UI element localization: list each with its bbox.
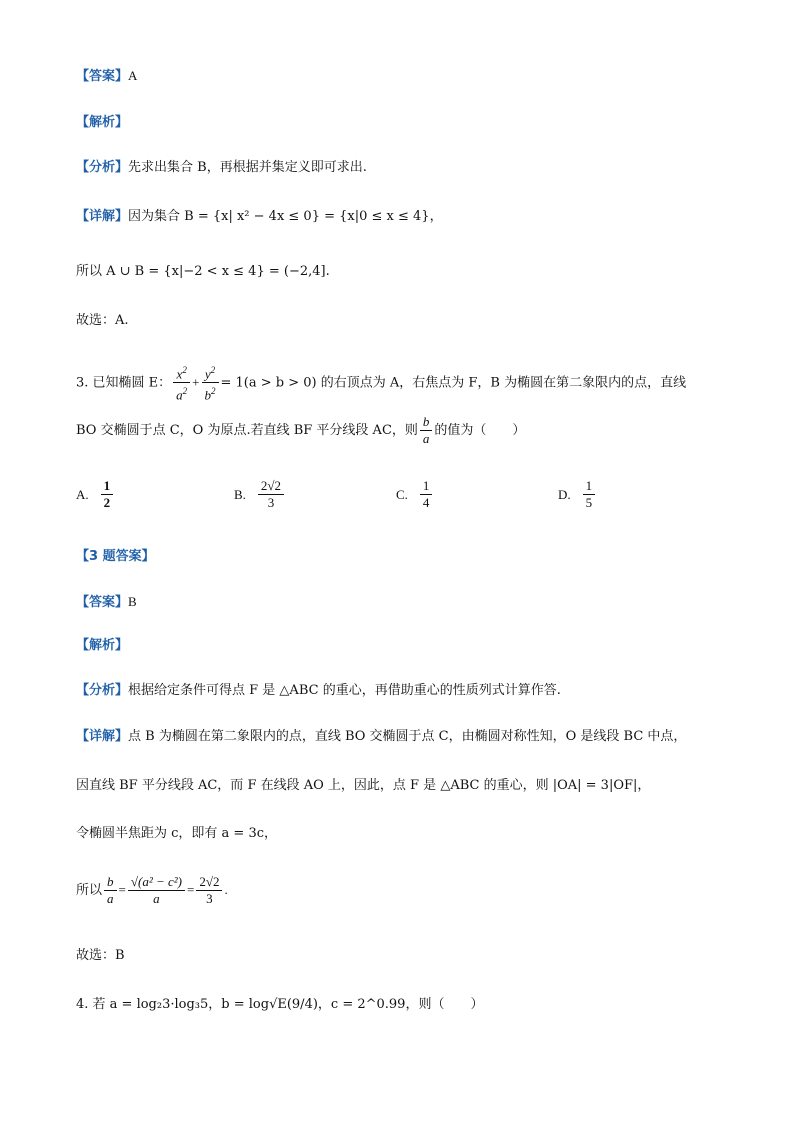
answer-tag: 【答案】 — [76, 69, 129, 84]
option-fraction — [258, 478, 284, 511]
q2-answer — [76, 66, 137, 87]
q3-answer-heading — [76, 547, 155, 567]
option-den: 4 — [422, 495, 430, 510]
q3-answer — [76, 592, 137, 613]
option-num: 1 — [101, 478, 114, 495]
q3-analysis-heading — [76, 636, 128, 656]
q3-stem-2b: 的值为（ ） — [434, 423, 526, 438]
answer-value: A — [128, 68, 138, 83]
option-label: A. — [76, 486, 89, 502]
q3-option-a[interactable] — [76, 478, 115, 511]
q2-choice — [76, 311, 129, 331]
option-den: 2 — [103, 495, 111, 510]
fenxi-tag: 【分析】 — [76, 683, 129, 698]
option-label: B. — [234, 486, 246, 502]
fenxi-tag: 【分析】 — [76, 160, 129, 175]
q3-fenxi — [76, 681, 561, 701]
q2-fenxi — [76, 158, 367, 178]
analysis-tag: 【解析】 — [76, 115, 129, 130]
answer-tag: 【答案】 — [76, 595, 129, 610]
q3-detail — [76, 727, 686, 747]
union-text: 所以 A ∪ B = {x|−2 < x ≤ 4} = (−2,4]. — [76, 264, 330, 279]
y2-over-b2: $\frac{y^2}{b^2}$ — [202, 362, 219, 404]
q3-line2 — [76, 776, 650, 796]
q3-line2-text: 因直线 BF 平分线段 AC，而 F 在线段 AO 上，因此，点 F 是 △ABC 的重心，则 |OA| = 3|OF|， — [76, 778, 651, 793]
option-num: 1 — [583, 478, 596, 495]
q3-stem-line2 — [76, 412, 525, 450]
b-over-a: $\frac{b}{a}$ — [104, 874, 117, 907]
q4-stem — [76, 995, 483, 1015]
detail-text: 因为集合 B = {x| x² − 4x ≤ 0} = {x|0 ≤ x ≤ 4}， — [128, 209, 443, 224]
q3-option-c[interactable] — [396, 478, 434, 511]
detail-text: 点 B 为椭圆在第二象限内的点，直线 BO 交椭圆于点 C，由椭圆对称性知，O 是线段 BC 中点， — [128, 729, 687, 744]
result-den: 3 — [206, 891, 213, 906]
q3-stem-1b: = 1(a > b > 0) 的右顶点为 A，右焦点为 F，B 为椭圆在第二象限内的点，直线 — [220, 375, 687, 391]
b-over-a: $\frac{b}{a}$ — [420, 414, 433, 447]
answer-heading-tag: 【3 题答案】 — [76, 549, 155, 564]
q3-option-d[interactable] — [558, 478, 597, 511]
q3-choice — [76, 946, 125, 966]
q3-stem-2a: BO 交椭圆于点 C，O 为原点.若直线 BF 平分线段 AC，则 — [76, 423, 418, 438]
answer-value: B — [128, 594, 137, 609]
q3-line4-prefix: 所以 — [76, 883, 103, 898]
choice-text: 故选：A. — [76, 313, 129, 328]
analysis-tag: 【解析】 — [76, 638, 129, 653]
q3-line3-text: 令椭圆半焦距为 c，即有 a = 3c， — [76, 826, 278, 841]
q2-union — [76, 262, 330, 282]
result-fraction — [196, 874, 222, 907]
choice-text: 故选：B — [76, 948, 125, 963]
option-fraction — [583, 478, 596, 511]
option-label: C. — [396, 486, 408, 502]
q3-stem-1a: 3. 已知椭圆 E： — [76, 375, 172, 391]
option-den: 3 — [267, 495, 275, 510]
q3-line3 — [76, 824, 277, 844]
q3-stem-line1: 3. 已知椭圆 E： $\frac{x^2}{a^2}$ + $\frac{y^2}{b^2}$ = 1(a > b > 0) 的右顶点为 A，右焦点为 F，B 为椭圆在第二象限内的点，直线 — [76, 362, 686, 404]
x2-over-a2: $\frac{x^2}{a^2}$ — [173, 362, 190, 404]
option-label: D. — [558, 486, 571, 502]
q4-stem-text: 4. 若 a = log₂3·log₃5，b = log√E(9/4)，c = 2^0.99，则（ ） — [76, 997, 484, 1012]
option-fraction — [101, 478, 114, 511]
detail-tag: 【详解】 — [76, 729, 129, 744]
q2-analysis-heading — [76, 113, 128, 133]
option-den: 5 — [585, 495, 593, 510]
fenxi-text: 先求出集合 B，再根据并集定义即可求出. — [128, 160, 367, 175]
q2-detail — [76, 207, 443, 227]
q3-line4: 所以 $\frac{b}{a}$ = $\frac{\text{√(a² − c²)}}{a}$ = $\frac{2√2}{3}$ . — [76, 874, 228, 906]
fenxi-text: 根据给定条件可得点 F 是 △ABC 的重心，再借助重心的性质列式计算作答. — [128, 683, 561, 698]
option-num: 2√2 — [258, 478, 284, 495]
option-fraction — [420, 478, 433, 511]
result-num: 2√2 — [196, 874, 222, 891]
q3-option-b[interactable] — [234, 478, 286, 511]
detail-tag: 【详解】 — [76, 209, 129, 224]
sqrt-num: √(a² − c²) — [128, 874, 185, 891]
sqrt-fraction: $\frac{\text{√(a² − c²)}}{a}$ — [128, 874, 185, 907]
option-num: 1 — [420, 478, 433, 495]
